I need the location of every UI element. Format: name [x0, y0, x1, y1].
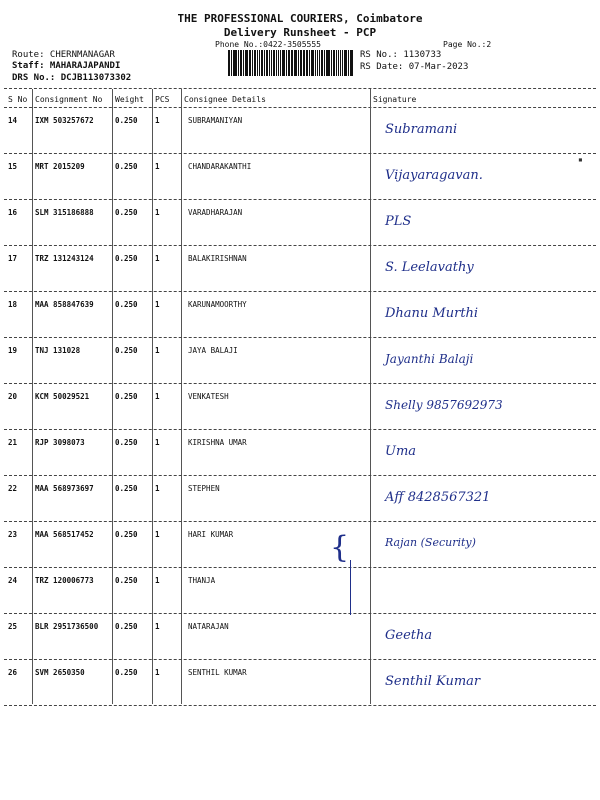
row-pcs: 1 [155, 668, 160, 677]
scan-mark: ▪ [578, 155, 583, 164]
barcode-bar [321, 50, 323, 76]
barcode-bar [264, 50, 265, 76]
barcode-bar [324, 50, 325, 76]
row-consignee: VENKATESH [188, 392, 229, 401]
row-pcs: 1 [155, 622, 160, 631]
row-pcs: 1 [155, 392, 160, 401]
row-sno: 18 [8, 300, 18, 309]
grouping-brace: { [330, 530, 350, 565]
barcode-bar [327, 50, 330, 76]
row-weight: 0.250 [115, 576, 138, 585]
row-signature: S. Leelavathy [385, 260, 474, 275]
barcode-bar [317, 50, 318, 76]
row-sno: 19 [8, 346, 18, 355]
row-weight: 0.250 [115, 392, 138, 401]
barcode-bar [292, 50, 293, 76]
row-sno: 23 [8, 530, 18, 539]
barcode-bar [266, 50, 269, 76]
page-number: Page No.:2 [443, 40, 492, 49]
row-signature: Shelly 9857692973 [385, 398, 503, 412]
row-consignee: KARUNAMOORTHY [188, 300, 247, 309]
barcode-bar [298, 50, 299, 76]
row-consignee: CHANDARAKANTHI [188, 162, 252, 171]
column-divider [370, 89, 371, 704]
barcode-bar [243, 50, 244, 76]
row-divider [4, 705, 596, 706]
row-consignee: HARI KUMAR [188, 530, 234, 539]
barcode-bar [276, 50, 277, 76]
row-weight: 0.250 [115, 530, 138, 539]
row-pcs: 1 [155, 530, 160, 539]
row-signature: Geetha [385, 628, 433, 643]
barcode-bar [231, 50, 232, 76]
column-header-signature: Signature [373, 95, 417, 104]
row-consignment-no: MAA 568517452 [35, 530, 94, 539]
row-signature: Jayanthi Balaji [385, 352, 474, 366]
barcode-bar [228, 50, 230, 76]
row-weight: 0.250 [115, 438, 138, 447]
row-consignment-no: MRT 2015209 [35, 162, 85, 171]
row-consignee: KIRISHNA UMAR [188, 438, 247, 447]
row-consignee: SENTHIL KUMAR [188, 668, 247, 677]
barcode-bar [282, 50, 285, 76]
row-sno: 26 [8, 668, 18, 677]
barcode-bar [271, 50, 272, 76]
row-signature: Senthil Kumar [385, 674, 481, 689]
route-label: Route: CHERNMANAGAR [12, 50, 115, 60]
barcode-bar [249, 50, 251, 76]
row-weight: 0.250 [115, 484, 138, 493]
row-sno: 25 [8, 622, 18, 631]
barcode-bar [309, 50, 310, 76]
row-consignee: NATARAJAN [188, 622, 229, 631]
barcode-bar [315, 50, 317, 76]
header-divider-bottom [4, 107, 596, 108]
row-consignment-no: MAA 858847639 [35, 300, 94, 309]
row-sno: 15 [8, 162, 18, 171]
row-divider [4, 153, 596, 154]
barcode-bar [311, 50, 314, 76]
barcode-bar [240, 50, 242, 76]
rs-number: RS No.: 1130733 [360, 50, 442, 60]
column-divider [32, 89, 33, 704]
row-consignee: BALAKIRISHNAN [188, 254, 247, 263]
row-consignment-no: IXM 503257672 [35, 116, 94, 125]
row-divider [4, 199, 596, 200]
row-divider [4, 613, 596, 614]
row-divider [4, 429, 596, 430]
row-signature: Aff 8428567321 [385, 490, 491, 505]
barcode-bar [288, 50, 290, 76]
barcode-bar [319, 50, 320, 76]
row-pcs: 1 [155, 438, 160, 447]
row-signature: Dhanu Murthi [385, 306, 479, 321]
row-consignment-no: TNJ 131028 [35, 346, 81, 355]
brace-stroke [350, 560, 351, 615]
barcode-bar [269, 50, 270, 76]
row-consignment-no: RJP 3098073 [35, 438, 85, 447]
row-weight: 0.250 [115, 668, 138, 677]
column-header-consignment: Consignment No [35, 95, 103, 104]
row-pcs: 1 [155, 208, 160, 217]
barcode-bar [306, 50, 308, 76]
barcode-bar [246, 50, 248, 76]
row-pcs: 1 [155, 116, 160, 125]
barcode-bar [291, 50, 292, 76]
staff-label: Staff: MAHARAJAPANDI [12, 61, 121, 71]
row-weight: 0.250 [115, 254, 138, 263]
barcode-bar [338, 50, 340, 76]
row-signature: Rajan (Security) [385, 536, 476, 549]
column-divider [112, 89, 113, 704]
barcode-bar [303, 50, 304, 76]
row-divider [4, 521, 596, 522]
barcode-bar [257, 50, 258, 76]
row-sno: 17 [8, 254, 18, 263]
column-header-sno: S No [8, 95, 28, 104]
row-consignment-no: BLR 2951736500 [35, 622, 99, 631]
row-signature: Vijayaragavan. [385, 168, 483, 183]
row-weight: 0.250 [115, 116, 138, 125]
barcode-bar [331, 50, 332, 76]
barcode-bar [300, 50, 302, 76]
barcode-bar [340, 50, 341, 76]
row-consignment-no: SLM 315186888 [35, 208, 94, 217]
barcode-bar [280, 50, 282, 76]
barcode-bar [342, 50, 343, 76]
barcode-bar [259, 50, 260, 76]
row-consignment-no: TRZ 131243124 [35, 254, 94, 263]
row-weight: 0.250 [115, 622, 138, 631]
barcode-bar [350, 50, 351, 76]
barcode-bar [261, 50, 263, 76]
row-weight: 0.250 [115, 208, 138, 217]
barcode-bar [238, 50, 239, 76]
header-divider-top [4, 88, 596, 89]
barcode-bar [234, 50, 237, 76]
row-divider [4, 337, 596, 338]
rs-date: RS Date: 07-Mar-2023 [360, 62, 469, 72]
drs-number: DRS No.: DCJB113073302 [12, 73, 132, 83]
barcode-bar [336, 50, 337, 76]
row-consignment-no: SVM 2650350 [35, 668, 85, 677]
barcode-bar [233, 50, 234, 76]
column-divider [181, 89, 182, 704]
barcode-bar [294, 50, 297, 76]
row-consignment-no: MAA 568973697 [35, 484, 94, 493]
barcode-bar [348, 50, 349, 76]
row-pcs: 1 [155, 484, 160, 493]
barcode-bar [273, 50, 275, 76]
row-signature: PLS [385, 214, 412, 229]
column-divider [152, 89, 153, 704]
row-consignee: SUBRAMANIYAN [188, 116, 243, 125]
row-pcs: 1 [155, 162, 160, 171]
column-header-weight: Weight [115, 95, 144, 104]
row-sno: 14 [8, 116, 18, 125]
row-sno: 16 [8, 208, 18, 217]
row-signature: Uma [385, 444, 417, 459]
row-divider [4, 475, 596, 476]
row-consignee: VARADHARAJAN [188, 208, 243, 217]
row-consignment-no: KCM 50029521 [35, 392, 90, 401]
row-weight: 0.250 [115, 300, 138, 309]
phone-number: Phone No.:0422-3505555 [215, 40, 321, 49]
barcode-bar [333, 50, 335, 76]
row-sno: 20 [8, 392, 18, 401]
row-consignee: STEPHEN [188, 484, 220, 493]
document-title: Delivery Runsheet - PCP [223, 26, 377, 39]
row-consignee: JAYA BALAJI [188, 346, 238, 355]
row-weight: 0.250 [115, 346, 138, 355]
row-weight: 0.250 [115, 162, 138, 171]
column-header-pcs: PCS [155, 95, 170, 104]
barcode-bar [304, 50, 305, 76]
barcode-image [228, 50, 354, 76]
row-consignee: THANJA [188, 576, 216, 585]
row-divider [4, 245, 596, 246]
row-pcs: 1 [155, 346, 160, 355]
barcode-bar [245, 50, 246, 76]
row-pcs: 1 [155, 300, 160, 309]
row-divider [4, 567, 596, 568]
row-consignment-no: TRZ 120006773 [35, 576, 94, 585]
row-sno: 21 [8, 438, 18, 447]
barcode-bar [286, 50, 287, 76]
row-sno: 24 [8, 576, 18, 585]
barcode-bar [254, 50, 257, 76]
barcode-bar [278, 50, 279, 76]
row-signature: Subramani [385, 122, 458, 137]
row-sno: 22 [8, 484, 18, 493]
barcode-bar [344, 50, 347, 76]
barcode-bar [252, 50, 253, 76]
company-name: THE PROFESSIONAL COURIERS, Coimbatore [177, 12, 423, 25]
row-divider [4, 291, 596, 292]
barcode-bar [326, 50, 327, 76]
row-divider [4, 383, 596, 384]
row-divider [4, 659, 596, 660]
barcode-bar [351, 50, 353, 76]
row-pcs: 1 [155, 576, 160, 585]
column-header-consignee: Consignee Details [184, 95, 266, 104]
row-pcs: 1 [155, 254, 160, 263]
